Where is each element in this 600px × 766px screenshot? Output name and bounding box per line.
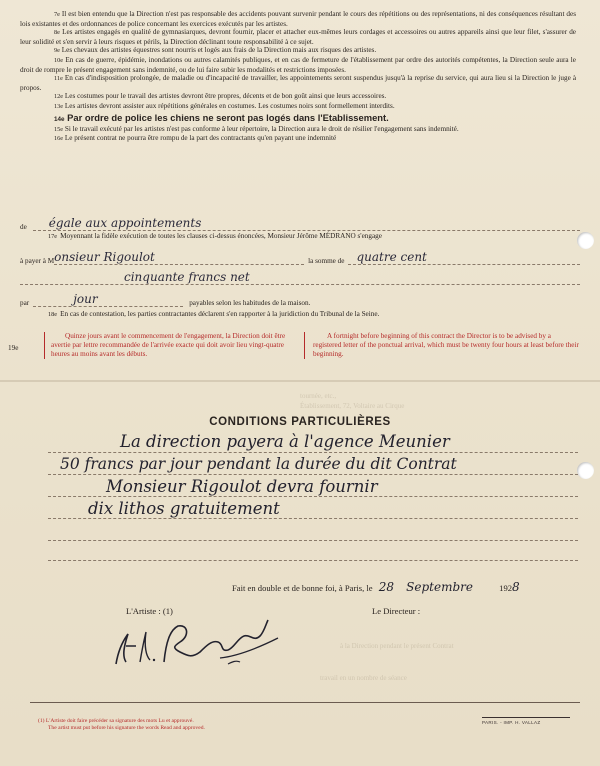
condition-line-1: La direction payera à l'agence Meunier [120,432,450,451]
condition-rule-5 [48,540,578,541]
per-row [20,294,580,307]
clause-11: 11e En cas d'indisposition prolongée, de maladie ou d'incapacité de travailler, les appointements seront suspendus jusqu'à la reprise du service, qui aura lieu si la Direction le juge à propos. [20,74,577,92]
condition-rule-6 [48,560,578,561]
sum-handwritten: quatre cent [356,250,427,264]
clause-17-text: Moyennant la fidèle exécution de toutes les clauses ci-dessus énoncées, Monsieur Jérôme MÉDRANO s'engage [60,232,382,240]
indemnity-handwritten: égale aux appointements [48,216,202,230]
clause-18 [48,310,588,318]
per-suffix: payables selon les habitudes de la maison. [189,299,311,307]
footnote [38,718,205,732]
indemnity-line [33,218,580,231]
indemnity-prefix: de [20,223,27,231]
clause-8: 8e Les artistes engagés en qualité de gymnasiarques, devront fournir, placer et attacher eux-mêmes leurs cordages et accessoires ou autres appareils ainsi que leur filet, s'assurer de leur solidité et s'en servir à leurs risques et périls, la Direction déclinant toute responsabilité à ce sujet. [20,28,576,46]
signing-year-digit: 8 [512,580,520,594]
amount-row [20,272,580,285]
condition-rule-4 [48,518,578,519]
clause-13: 13e Les artistes devront assister aux répétitions générales en costumes. Les costumes noirs sont formellement interdits. [54,101,395,110]
signing-day: 28 [378,580,395,594]
condition-rule-3 [48,496,578,497]
punch-hole-bottom [577,462,594,479]
condition-line-4: dix lithos gratuitement [88,499,280,518]
clause-10: 10e En cas de guerre, épidémie, inondations ou autres calamités publiques, et en cas de fermeture de l'établissement par ordre des autorités compétentes, la Direction seule aura le droit de rompre le présent engagement sans indemnité, ou de lui faire subir les modalités et restrictions imposées. [20,55,576,74]
clause-17 [48,232,588,240]
clause-7: 7e Il est bien entendu que la Direction n'est pas responsable des accidents pouvant survenir pendant le cours des répétitions ou des représentations, ni des conséquences résultant des lois existantes et des ordonnances de police concernant les exercices exécutés par les artistes. [20,10,577,28]
artist-signature-label: L'Artiste : (1) [126,606,173,616]
imprint-rule [482,717,570,718]
indemnity-row [20,218,580,231]
signing-year-prefix: 192 [499,583,513,593]
signing-prefix: Fait en double et de bonne foi, à Paris, le [232,583,373,593]
condition-line-3: Monsieur Rigoulot devra fournir [106,477,378,496]
sum-line [348,252,580,265]
clause-18-num: 18e [48,311,58,318]
per-handwritten: jour [73,292,98,306]
contract-page: tournée, etc., Établissement, 72, Voltaire au Cirque à la Direction pendant le présent Contrat travail en un nombre de séance 7e Il est bien entendu que la Direction n'est pas responsable des accidents pouvant survenir pendant le cours des répétitions ou des représentations, ni des conséquences résultant des lois existantes et des ordonnances de police concernant les exercices exécutés par les artistes. 8e Les artistes engagés en qualité de gymnasiarques, devront fournir, placer et attacher eux-mêmes leurs cordages et accessoires ou autres appareils ainsi que leur filet, s'assurer de leur solidité et s'en servir à leurs risques et périls, la Direction déclinant toute responsabilité à ce sujet. 9e Les chevaux des artistes équestres sont nourris et logés aux frais de la Direction mais aux risques des artistes. 10e En cas de guerre, épidémie, inondations ou autres calamités publiques, et en cas de fermeture de l'établissement par ordre des autorités compétentes, la Direction seule aura le droit de rompre le présent engagement sans indemnité, ou de lui faire subir les modalités et restrictions imposées. 11e En cas d'indisposition prolongée, de maladie ou d'incapacité de travailler, les appointements seront suspendus jusqu'à la reprise du service, qui aura lieu si la Direction le juge à propos. 12e Les costumes pour le travail des artistes devront être propres, décents et de bon goût ainsi que leurs accessoires. 13e Les artistes devront assister aux répétitions générales en costumes. Les costumes noirs sont formellement interdits. 14e Par ordre de police les chiens ne seront pas logés dans l'Etablissement. 15e Si le travail exécuté par les artistes n'est pas conforme à leur répertoire, la Direction aura le droit de résilier l'engagement sans indemnité. 16e Le présent contrat ne pourra être rompu de la part des contractants qu'en payant une indemnité de égale aux appointements 17e Moyennant la fidèle exécution de toutes les clauses ci-dessus énoncées, Monsieur Jérôme MÉDRANO s'engage à payer à M onsieur Rigoulot la somme de quatre cent cinquante francs net par jour payables selon les habitudes de la maison. 18e En cas de contestation, les parties contractantes déclarent s'en rapporter à la juridiction du Tribunal de la Seine. 19e Quinze jours avant le commencement de l'engagement, la Direction doit être avertie par lettre recommandée de l'arrivée exacte qui doit avoir lieu vingt-quatre heures au moins avant les débuts. A fortnight before beginning of this contract the Director is to be advised by a registered letter of the ponctual arrival, which must be twenty four hours at least before their beginning. CONDITIONS PARTICULIÈRES La direction payera à l'agence Meunier 50 francs par jour pendant la durée du dit Contrat Monsieur Rigoulot devra fournir dix lithos gratuitement Fait en double et de bonne foi, à Paris, le 28 Septembre 1928 L'Artiste : (1) Le Directeur : (1) L'Artiste doit faire précéder sa signature des mots Lu et approuvé. The artist must put before his signature the words Read and approved. PARIS. - IMP. H. VALLAZ [0,0,600,766]
condition-rule-1 [48,452,578,453]
page-fold [0,380,600,382]
footer-rule [30,702,580,703]
director-signature-label: Le Directeur : [372,606,421,616]
artist-signature [108,612,288,672]
clause-14-police-dogs: 14e Par ordre de police les chiens ne seront pas logés dans l'Etablissement. [54,111,389,123]
clause-16: 16e Le présent contrat ne pourra être rompu de la part des contractants qu'en payant une indemnité [54,134,337,143]
payee-handwritten: onsieur Rigoulot [54,250,155,264]
amount-line [20,272,580,285]
signing-date-line [232,580,520,594]
payee-row [20,252,580,265]
footnote-french: (1) L'Artiste doit faire précéder sa signature des mots Lu et approuvé. [38,718,194,724]
clause-17-num: 17e [48,233,58,240]
payee-prefix: à payer à M [20,257,55,265]
payee-line [54,252,304,265]
sum-label: la somme de [308,257,345,265]
conditions-title: CONDITIONS PARTICULIÈRES [209,416,391,428]
arrival-notice-english: A fortnight before beginning of this contract the Director is to be advised by a registered letter of the ponctual arrival, which must be twenty four hours at least before their beginning. [304,332,580,359]
footnote-english: The artist must put before his signature the words Read and approved. [48,725,205,731]
per-line [33,294,183,307]
clause-9: 9e Les chevaux des artistes équestres sont nourris et logés aux frais de la Direction mais aux risques des artistes. [54,46,377,55]
contract-clauses [20,10,576,144]
signing-month: Septembre [406,580,473,594]
per-prefix: par [20,299,30,307]
clause-12: 12e Les costumes pour le travail des artistes devront être propres, décents et de bon goût ainsi que leurs accessoires. [54,92,387,101]
arrival-notice-french: Quinze jours avant le commencement de l'engagement, la Direction doit être avertie par lettre recommandée de l'arrivée exacte qui doit avoir lieu vingt-quatre heures au moins avant les débuts. [44,332,290,359]
amount-handwritten: cinquante francs net [124,270,250,284]
printer-imprint: PARIS. - IMP. H. VALLAZ [482,720,541,725]
condition-rule-2 [48,474,578,475]
clause-19-num: 19e [8,344,19,352]
clause-18-text: En cas de contestation, les parties contractantes déclarent s'en rapporter à la juridiction du Tribunal de la Seine. [60,310,380,318]
clause-15: 15e Si le travail exécuté par les artistes n'est pas conforme à leur répertoire, la Direction aura le droit de résilier l'engagement sans indemnité. [54,124,459,133]
condition-line-2: 50 francs par jour pendant la durée du dit Contrat [60,455,457,473]
